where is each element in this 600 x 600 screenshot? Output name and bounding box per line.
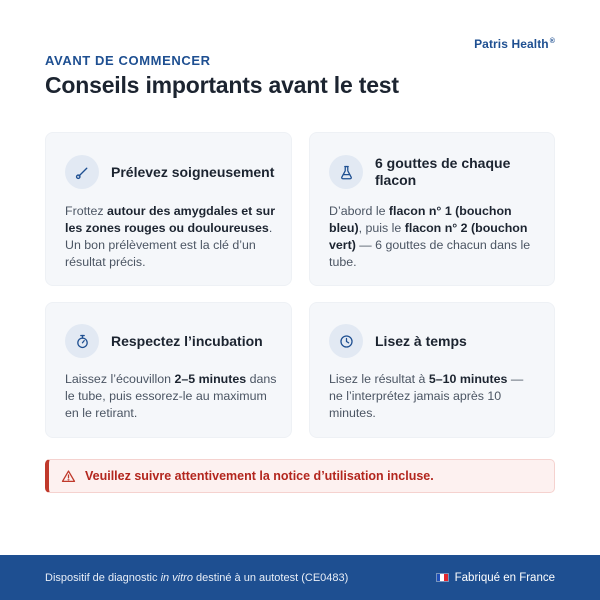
card-title: 6 gouttes de chaque flacon: [375, 155, 511, 188]
notice-part: Dispositif de diagnostic: [45, 571, 161, 584]
registered-mark: ®: [549, 38, 555, 45]
card-body: [329, 203, 540, 271]
section-eyebrow: AVANT DE COMMENCER: [45, 53, 211, 68]
body-text: Frottez: [65, 204, 107, 218]
brand-logo: [474, 37, 555, 51]
tip-card-incubation: [45, 302, 292, 438]
emphasis-text: 5–10 minutes: [428, 372, 508, 386]
tip-card-swab: [45, 132, 292, 286]
warning-triangle-icon: [61, 469, 76, 484]
brand-name: Patris Health: [474, 37, 549, 51]
clock-icon: [329, 324, 363, 358]
footer-bar: [0, 555, 600, 600]
flask-icon: [329, 155, 363, 189]
body-text: , puis le: [358, 221, 405, 235]
body-text: dans le tube, puis essorez-le au maximum en le retirant.: [65, 372, 277, 420]
body-text: Laissez l’écouvillon: [65, 372, 175, 386]
notice-part: destiné à un autotest (CE0483): [192, 571, 349, 584]
body-text: Lisez le résultat à: [329, 372, 429, 386]
emphasis-text: 2–5 minutes: [174, 372, 247, 386]
card-body: [65, 203, 277, 271]
emphasis-text: autour des amygdales et sur les zones rouges ou douloureuses: [65, 204, 276, 235]
card-title: Respectez l’incubation: [111, 332, 263, 349]
card-header: [329, 324, 542, 358]
card-body: [329, 371, 540, 422]
made-in-france: [436, 572, 555, 584]
card-title: Prélevez soigneusement: [111, 163, 275, 180]
french-flag-icon: [436, 573, 449, 582]
swab-icon: [65, 155, 99, 189]
card-header: [65, 324, 279, 358]
tip-card-drops: [309, 132, 555, 286]
card-header: [65, 155, 279, 189]
stopwatch-icon: [65, 324, 99, 358]
emphasis-text: flacon n° 2 (bouchon vert): [329, 221, 528, 252]
warning-banner: [45, 459, 555, 493]
regulatory-notice: [45, 572, 348, 584]
body-text: — 6 gouttes de chacun dans le tube.: [329, 238, 531, 269]
card-title: Lisez à temps: [375, 332, 467, 349]
emphasis-text: flacon n° 1 (bouchon bleu): [329, 204, 512, 235]
made-in-label: Fabriqué en France: [454, 571, 555, 584]
body-text: . Un bon prélèvement est la clé d’un résultat précis.: [65, 221, 273, 269]
card-body: [65, 371, 277, 422]
page-title: Conseils importants avant le test: [45, 72, 399, 98]
warning-text: Veuillez suivre attentivement la notice d’utilisation incluse.: [85, 469, 434, 483]
tip-card-reading: [309, 302, 555, 438]
notice-italic: in vitro: [160, 571, 193, 584]
card-header: [329, 155, 542, 189]
body-text: D’abord le: [329, 204, 389, 218]
body-text: — ne l’interprétez jamais après 10 minutes.: [329, 372, 524, 420]
